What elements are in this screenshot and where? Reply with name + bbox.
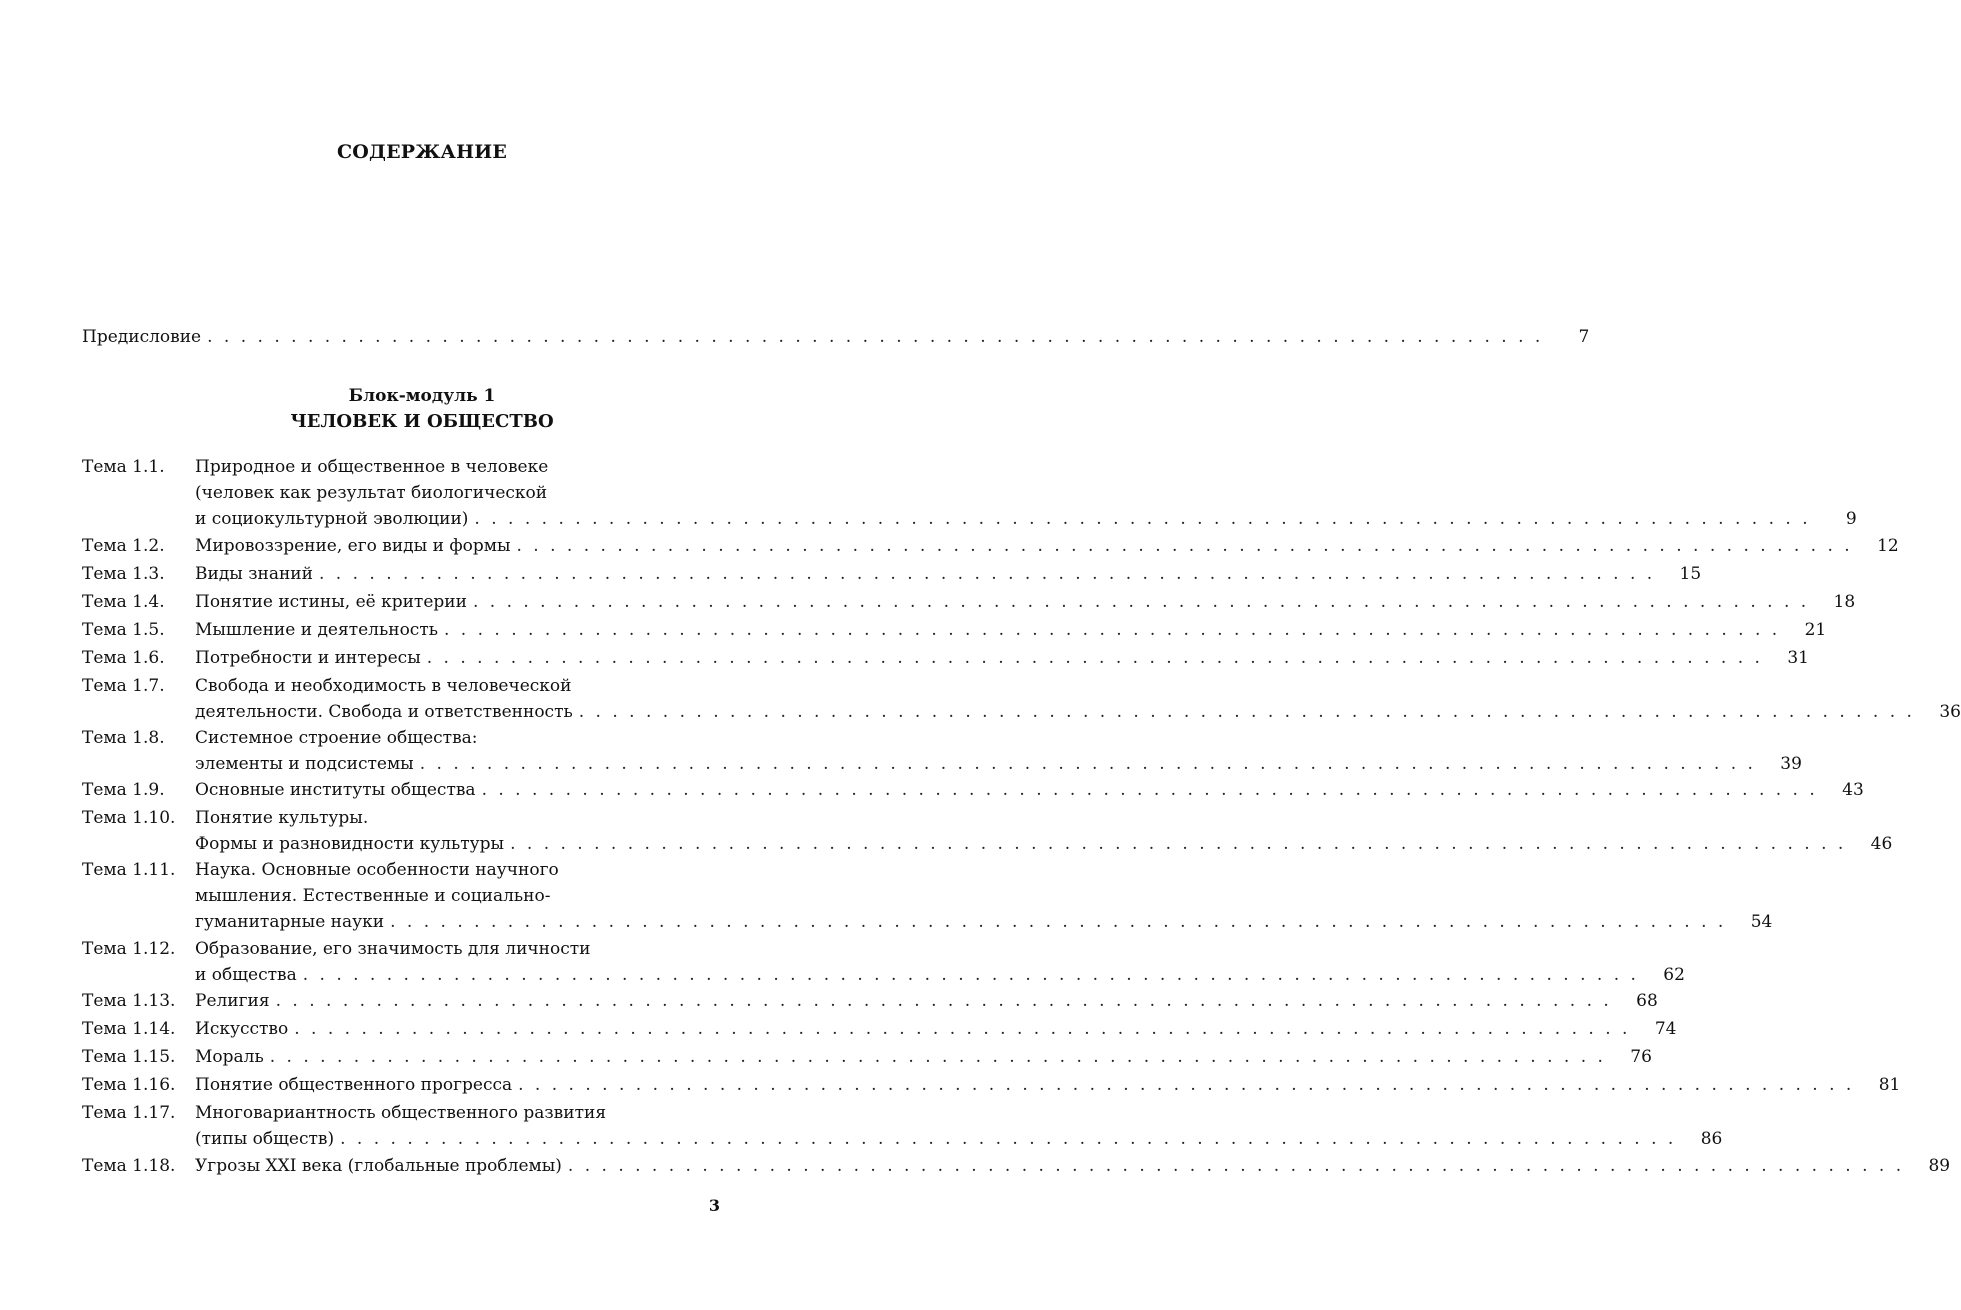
topic-page: 62: [1663, 965, 1685, 985]
topic-number: Тема 1.15.: [82, 1047, 176, 1067]
topic-title: мышления. Естественные и социально-: [195, 886, 551, 906]
toc-entry-line: [82, 831, 1893, 857]
topic-title: деятельности. Свобода и ответственность: [195, 702, 573, 722]
toc-entry-line: [82, 857, 720, 883]
topic-title: и социокультурной эволюции): [195, 509, 469, 529]
topic-title: Образование, его значимость для личности: [195, 939, 591, 959]
toc-entry-line: [82, 1044, 1652, 1070]
toc-entry-line: [82, 1100, 720, 1126]
topic-page: 39: [1780, 754, 1802, 774]
dot-leader: . . . . . . . . . . . . . . . . . . . . . . . . . . . . . . . . . . . . . . . . . . . . . . . . . . . . . . . . . . . . . . . . . . . . . . . . . . . . . . . .: [426, 648, 1763, 668]
toc-entry-line: [82, 454, 720, 480]
topic-title: (типы обществ): [195, 1129, 335, 1149]
topic-page: 81: [1878, 1075, 1901, 1095]
toc-entry-line: [82, 751, 1802, 777]
toc-entry-line: [82, 1126, 1723, 1152]
topic-title: Наука. Основные особенности научного: [195, 860, 559, 880]
topic-page: 89: [1928, 1156, 1951, 1176]
topic-title: элементы и подсистемы: [195, 754, 414, 774]
topic-page: 54: [1750, 912, 1773, 932]
topic-title: Потребности и интересы: [195, 648, 421, 668]
topic-title: Формы и разновидности культуры: [195, 834, 505, 854]
dot-leader: . . . . . . . . . . . . . . . . . . . . . . . . . . . . . . . . . . . . . . . . . . . . . . . . . . . . . . . . . . . . . . . . . . . . . . . . . . . . . . . .: [390, 912, 1727, 932]
topic-page: 74: [1654, 1019, 1677, 1039]
topic-title: Природное и общественное в человеке: [195, 457, 549, 477]
topic-title: Религия: [195, 991, 270, 1011]
dot-leader: . . . . . . . . . . . . . . . . . . . . . . . . . . . . . . . . . . . . . . . . . . . . . . . . . . . . . . . . . . . . . . . . . . . . . . . . . . . . . . . .: [472, 592, 1810, 612]
topic-number: Тема 1.5.: [82, 620, 165, 640]
topic-number: Тема 1.3.: [82, 564, 165, 584]
topic-number: Тема 1.6.: [82, 648, 165, 668]
topic-title: Многовариантность общественного развития: [195, 1103, 607, 1123]
dot-leader: . . . . . . . . . . . . . . . . . . . . . . . . . . . . . . . . . . . . . . . . . . . . . . . . . . . . . . . . . . . . . . . . . . . . . . . . . . . . . . . .: [340, 1129, 1677, 1149]
page-title: СОДЕРЖАНИЕ: [336, 141, 508, 163]
preface-page: 7: [1578, 327, 1590, 347]
topic-title: Мораль: [195, 1047, 264, 1067]
topic-title: Понятие общественного прогресса: [195, 1075, 513, 1095]
toc-entry-line: [82, 805, 720, 831]
toc-entry-line: [82, 936, 720, 962]
topic-number: Тема 1.17.: [82, 1103, 176, 1123]
toc-entry-line: [82, 777, 1864, 803]
toc-entry-line: [82, 561, 1702, 587]
topic-number: Тема 1.14.: [82, 1019, 176, 1039]
toc-entry-line: [82, 1072, 1901, 1098]
topic-number: Тема 1.12.: [82, 939, 176, 959]
page-number: 3: [708, 1196, 720, 1215]
toc-entry-line: [82, 506, 1857, 532]
topic-number: Тема 1.16.: [82, 1075, 176, 1095]
dot-leader: . . . . . . . . . . . . . . . . . . . . . . . . . . . . . . . . . . . . . . . . . . . . . . . . . . . . . . . . . . . . . . . . . . . . . . . . . . . . . . . .: [318, 564, 1656, 584]
topic-number: Тема 1.10.: [82, 808, 176, 828]
toc-entry-line: [82, 645, 1809, 671]
toc-entry-line: [82, 962, 1685, 988]
topic-number: Тема 1.4.: [82, 592, 165, 612]
toc-entry-line: [82, 673, 720, 699]
toc-entry-line: [82, 909, 1773, 935]
topic-title: Искусство: [195, 1019, 289, 1039]
dot-leader: . . . . . . . . . . . . . . . . . . . . . . . . . . . . . . . . . . . . . . . . . . . . . . . . . . . . . . . . . . . . . . . . . . . . . . . . . . . . . . . .: [474, 509, 1811, 529]
topic-title: Мировоззрение, его виды и формы: [195, 536, 511, 556]
topic-page: 9: [1845, 509, 1857, 529]
preface-label: Предисловие: [82, 327, 202, 347]
toc-entry-line: [82, 725, 720, 751]
topic-title: гуманитарные науки: [195, 912, 385, 932]
toc-entry-line: [82, 699, 1961, 725]
topic-title: (человек как результат биологической: [195, 483, 548, 503]
dot-leader: . . . . . . . . . . . . . . . . . . . . . . . . . . . . . . . . . . . . . . . . . . . . . . . . . . . . . . . . . . . . . . . . . . . . . . . . . . . . . . . .: [269, 1047, 1606, 1067]
topic-number: Тема 1.18.: [82, 1156, 176, 1176]
dot-leader: . . . . . . . . . . . . . . . . . . . . . . . . . . . . . . . . . . . . . . . . . . . . . . . . . . . . . . . . . . . . . . . . . . . . . . . . . . . . . . . .: [302, 965, 1639, 985]
dot-leader: . . . . . . . . . . . . . . . . . . . . . . . . . . . . . . . . . . . . . . . . . . . . . . . . . . . . . . . . . . . . . . . . . . . . . . . . . . . . . . . .: [207, 327, 1544, 347]
toc-entry-line: [82, 1153, 1951, 1179]
toc-entry-line: [82, 988, 1658, 1014]
topic-title: Понятие культуры.: [195, 808, 369, 828]
toc-entry-line: [82, 1016, 1677, 1042]
topic-page: 15: [1679, 564, 1702, 584]
topic-title: Свобода и необходимость в человеческой: [195, 676, 572, 696]
topic-number: Тема 1.7.: [82, 676, 165, 696]
dot-leader: . . . . . . . . . . . . . . . . . . . . . . . . . . . . . . . . . . . . . . . . . . . . . . . . . . . . . . . . . . . . . . . . . . . . . . . . . . . . . . . .: [516, 536, 1853, 556]
topic-title: Понятие истины, её критерии: [195, 592, 467, 612]
topic-title: Основные институты общества: [195, 780, 476, 800]
topic-page: 36: [1939, 702, 1961, 722]
topic-number: Тема 1.8.: [82, 728, 165, 748]
topic-title: и общества: [195, 965, 297, 985]
block-subtitle: Блок-модуль 1: [348, 386, 496, 406]
toc-entry-line: [82, 480, 720, 506]
dot-leader: . . . . . . . . . . . . . . . . . . . . . . . . . . . . . . . . . . . . . . . . . . . . . . . . . . . . . . . . . . . . . . . . . . . . . . . . . . . . . . . .: [294, 1019, 1631, 1039]
topic-number: Тема 1.1.: [82, 457, 165, 477]
topic-page: 12: [1877, 536, 1899, 556]
dot-leader: . . . . . . . . . . . . . . . . . . . . . . . . . . . . . . . . . . . . . . . . . . . . . . . . . . . . . . . . . . . . . . . . . . . . . . . . . . . . . . . .: [510, 834, 1847, 854]
toc-entry-line: [82, 589, 1856, 615]
topic-page: 86: [1700, 1129, 1723, 1149]
dot-leader: . . . . . . . . . . . . . . . . . . . . . . . . . . . . . . . . . . . . . . . . . . . . . . . . . . . . . . . . . . . . . . . . . . . . . . . . . . . . . . . .: [567, 1156, 1905, 1176]
toc-entry-preface: [82, 324, 1590, 350]
dot-leader: . . . . . . . . . . . . . . . . . . . . . . . . . . . . . . . . . . . . . . . . . . . . . . . . . . . . . . . . . . . . . . . . . . . . . . . . . . . . . . . .: [481, 780, 1818, 800]
topic-title: Виды знаний: [195, 564, 313, 584]
topic-page: 43: [1842, 780, 1864, 800]
dot-leader: . . . . . . . . . . . . . . . . . . . . . . . . . . . . . . . . . . . . . . . . . . . . . . . . . . . . . . . . . . . . . . . . . . . . . . . . . . . . . . . .: [518, 1075, 1855, 1095]
topic-title: Системное строение общества:: [195, 728, 478, 748]
topic-number: Тема 1.11.: [82, 860, 176, 880]
topic-page: 18: [1833, 592, 1856, 612]
toc-entry-line: [82, 617, 1827, 643]
topic-page: 46: [1870, 834, 1893, 854]
dot-leader: . . . . . . . . . . . . . . . . . . . . . . . . . . . . . . . . . . . . . . . . . . . . . . . . . . . . . . . . . . . . . . . . . . . . . . . . . . . . . . . .: [443, 620, 1781, 640]
topic-number: Тема 1.9.: [82, 780, 165, 800]
dot-leader: . . . . . . . . . . . . . . . . . . . . . . . . . . . . . . . . . . . . . . . . . . . . . . . . . . . . . . . . . . . . . . . . . . . . . . . . . . . . . . . .: [419, 754, 1756, 774]
dot-leader: . . . . . . . . . . . . . . . . . . . . . . . . . . . . . . . . . . . . . . . . . . . . . . . . . . . . . . . . . . . . . . . . . . . . . . . . . . . . . . . .: [275, 991, 1612, 1011]
topic-title: Мышление и деятельность: [195, 620, 438, 640]
topic-page: 68: [1636, 991, 1658, 1011]
topic-page: 76: [1630, 1047, 1652, 1067]
topic-number: Тема 1.2.: [82, 536, 165, 556]
topic-page: 31: [1787, 648, 1809, 668]
toc-entry-line: [82, 533, 1899, 559]
topic-number: Тема 1.13.: [82, 991, 176, 1011]
block-title: ЧЕЛОВЕК И ОБЩЕСТВО: [290, 411, 554, 432]
topic-title: Угрозы XXI века (глобальные проблемы): [195, 1156, 562, 1176]
toc-entry-line: [82, 883, 720, 909]
topic-page: 21: [1804, 620, 1827, 640]
dot-leader: . . . . . . . . . . . . . . . . . . . . . . . . . . . . . . . . . . . . . . . . . . . . . . . . . . . . . . . . . . . . . . . . . . . . . . . . . . . . . . . .: [578, 702, 1915, 722]
